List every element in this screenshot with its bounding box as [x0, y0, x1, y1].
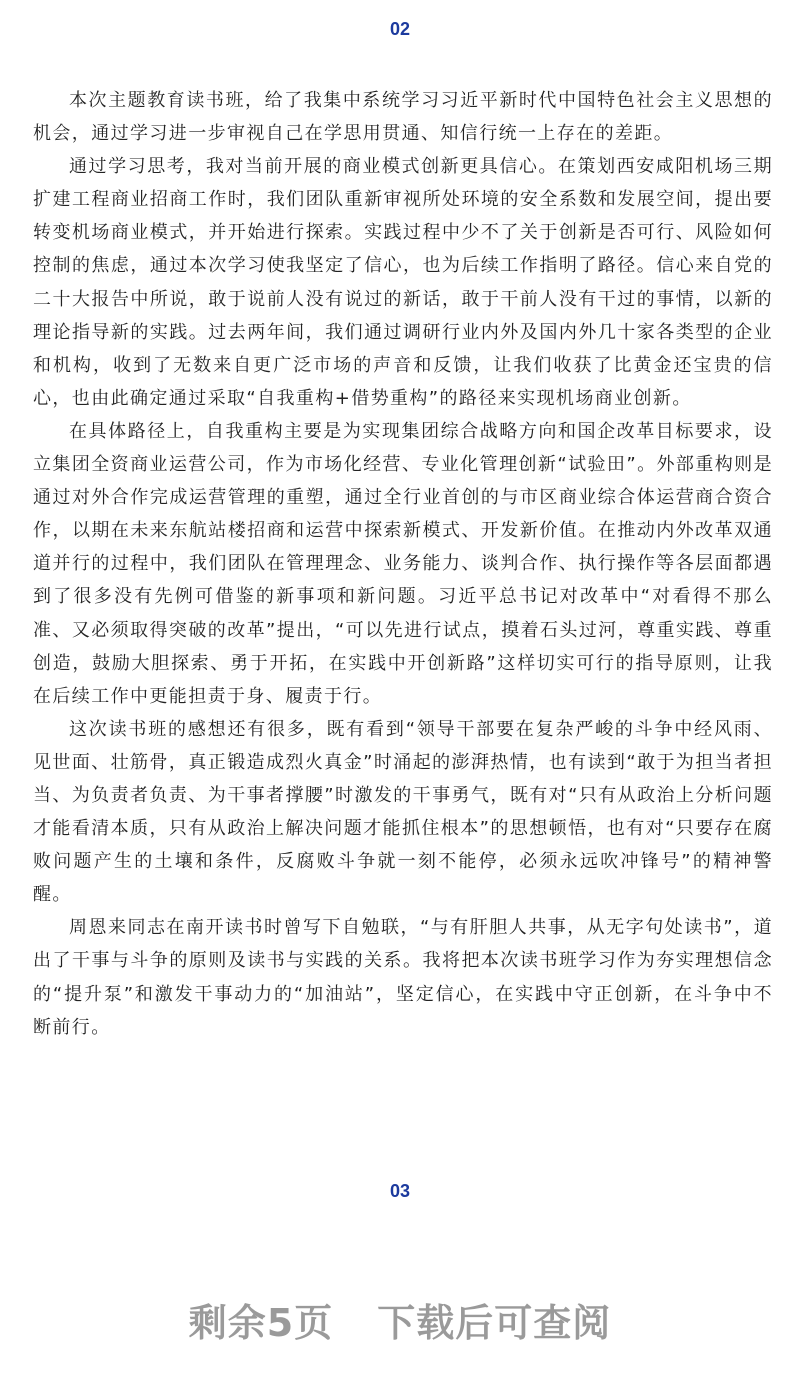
paragraph: 这次读书班的感想还有很多，既有看到“领导干部要在复杂严峻的斗争中经风雨、见世面、壮筋骨，真正锻造成烈火真金”时涌起的澎湃热情，也有读到“敢于为担当者担当、为负责者负责、为干事者撑腰”时激发的干事勇气，既有对“只有从政治上分析问题才能看清本质，只有从政治上解决问题才能抓住根本”的思想顿悟，也有对“只要存在腐败问题产生的土壤和条件，反腐败斗争就一刻不能停，必须永远吹冲锋号”的精神警醒。	[33, 718, 773, 906]
page-number: 02	[389, 19, 411, 39]
download-prompt[interactable]	[0, 1292, 800, 1347]
document-body	[33, 84, 773, 1044]
page-number: 03	[389, 1181, 411, 1201]
paragraph: 本次主题教育读书班，给了我集中系统学习习近平新时代中国特色社会主义思想的机会，通过学习进一步审视自己在学思用贯通、知信行统一上存在的差距。	[33, 90, 773, 145]
download-to-view-label[interactable]: 下载后可查阅	[377, 1301, 612, 1345]
remaining-pages-label: 剩余5页	[188, 1301, 334, 1345]
paragraph: 在具体路径上，自我重构主要是为实现集团综合战略方向和国企改革目标要求，设立集团全资商业运营公司，作为市场化经营、专业化管理创新“试验田”。外部重构则是通过对外合作完成运营管理的重塑，通过全行业首创的与市区商业综合体运营商合资合作，以期在未来东航站楼招商和运营中探索新模式、开发新价值。在推动内外改革双通道并行的过程中，我们团队在管理理念、业务能力、谈判合作、执行操作等各层面都遇到了很多没有先例可借鉴的新事项和新问题。习近平总书记对改革中“对看得不那么准、又必须取得突破的改革”提出，“可以先进行试点，摸着石头过河，尊重实践、尊重创造，鼓励大胆探索、勇于开拓，在实践中开创新路”这样切实可行的指导原则，让我在后续工作中更能担责于身、履责于行。	[33, 420, 773, 707]
paragraph: 周恩来同志在南开读书时曾写下自勉联，“与有肝胆人共事，从无字句处读书”，道出了干事与斗争的原则及读书与实践的关系。我将把本次读书班学习作为夯实理想信念的“提升泵”和激发干事动力的“加油站”，坚定信心，在实践中守正创新，在斗争中不断前行。	[33, 917, 773, 1038]
paragraph: 通过学习思考，我对当前开展的商业模式创新更具信心。在策划西安咸阳机场三期扩建工程商业招商工作时，我们团队重新审视所处环境的安全系数和发展空间，提出要转变机场商业模式，并开始进行探索。实践过程中少不了关于创新是否可行、风险如何控制的焦虑，通过本次学习使我坚定了信心，也为后续工作指明了路径。信心来自党的二十大报告中所说，敢于说前人没有说过的新话，敢于干前人没有干过的事情，以新的理论指导新的实践。过去两年间，我们通过调研行业内外及国内外几十家各类型的企业和机构，收到了无数来自更广泛市场的声音和反馈，让我们收获了比黄金还宝贵的信心，也由此确定通过采取“自我重构+借势重构”的路径来实现机场商业创新。	[33, 156, 773, 409]
